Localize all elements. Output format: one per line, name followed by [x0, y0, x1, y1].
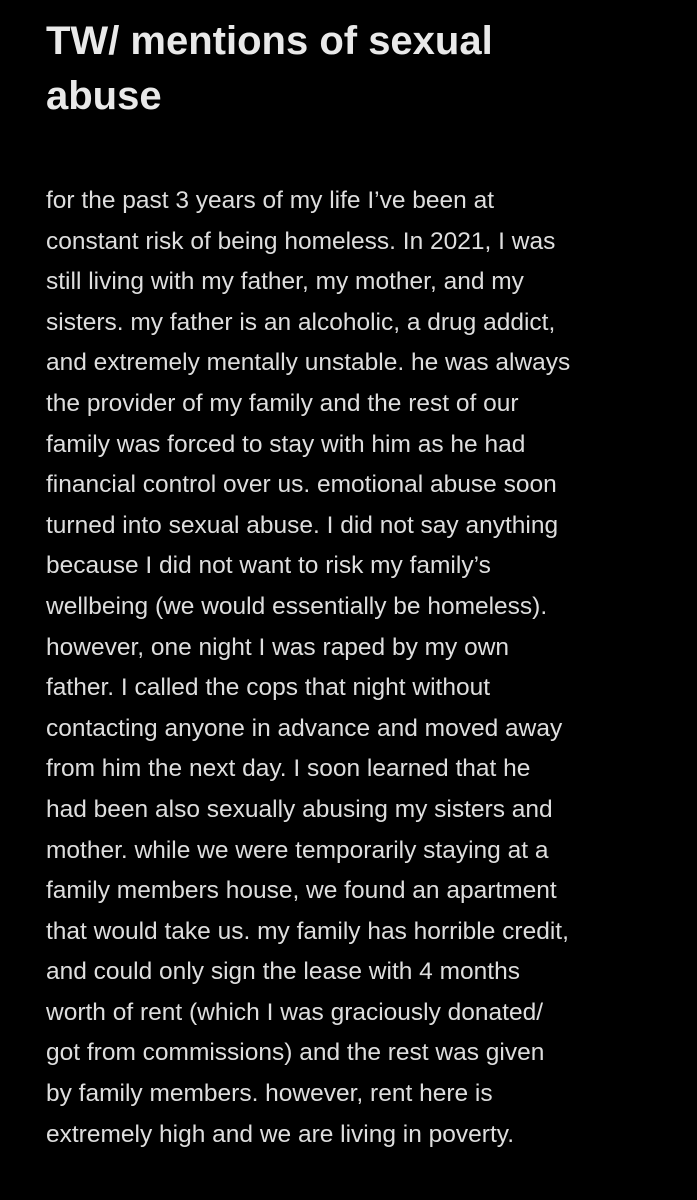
note-body-line: family members house, we found an apartment	[46, 877, 557, 905]
note-body-line: mother. while we were temporarily staying at a	[46, 836, 549, 864]
note-title-line: TW/ mentions of sexual	[46, 19, 493, 63]
note-body-line: got from commissions) and the rest was given	[46, 1039, 545, 1067]
note-body-line: financial control over us. emotional abuse soon	[46, 471, 557, 499]
note-body-line: turned into sexual abuse. I did not say anything	[46, 511, 559, 539]
note-title-line: abuse	[46, 74, 162, 118]
note-body-line: had been also sexually abusing my sisters and	[46, 795, 553, 823]
note-body-line: from him the next day. I soon learned that he	[46, 755, 531, 783]
note-body-line: by family members. however, rent here is	[46, 1080, 493, 1108]
note-body-line: and extremely mentally unstable. he was always	[46, 349, 571, 377]
note-body-line: the provider of my family and the rest of our	[46, 389, 519, 417]
note-body[interactable]	[46, 181, 686, 1155]
note-body-line: father. I called the cops that night without	[46, 674, 491, 702]
note-title	[46, 14, 666, 124]
note-body-line: worth of rent (which I was graciously donated/	[46, 998, 544, 1026]
note-body-line: that would take us. my family has horrible credit,	[46, 917, 569, 945]
note-body-line: still living with my father, my mother, and my	[46, 268, 524, 296]
note-body-line: sisters. my father is an alcoholic, a drug addict,	[46, 308, 556, 336]
note-body-line: however, one night I was raped by my own	[46, 633, 510, 661]
note-body-line: wellbeing (we would essentially be homeless).	[46, 592, 548, 620]
note-body-line: extremely high and we are living in poverty.	[46, 1120, 515, 1148]
note-body-line: family was forced to stay with him as he had	[46, 430, 526, 458]
note-body-line: constant risk of being homeless. In 2021, I was	[46, 227, 556, 255]
note-body-line: contacting anyone in advance and moved away	[46, 714, 563, 742]
note-body-line: because I did not want to risk my family’s	[46, 552, 491, 580]
note-body-line: and could only sign the lease with 4 months	[46, 958, 520, 986]
note-body-line: for the past 3 years of my life I’ve been at	[46, 187, 495, 214]
